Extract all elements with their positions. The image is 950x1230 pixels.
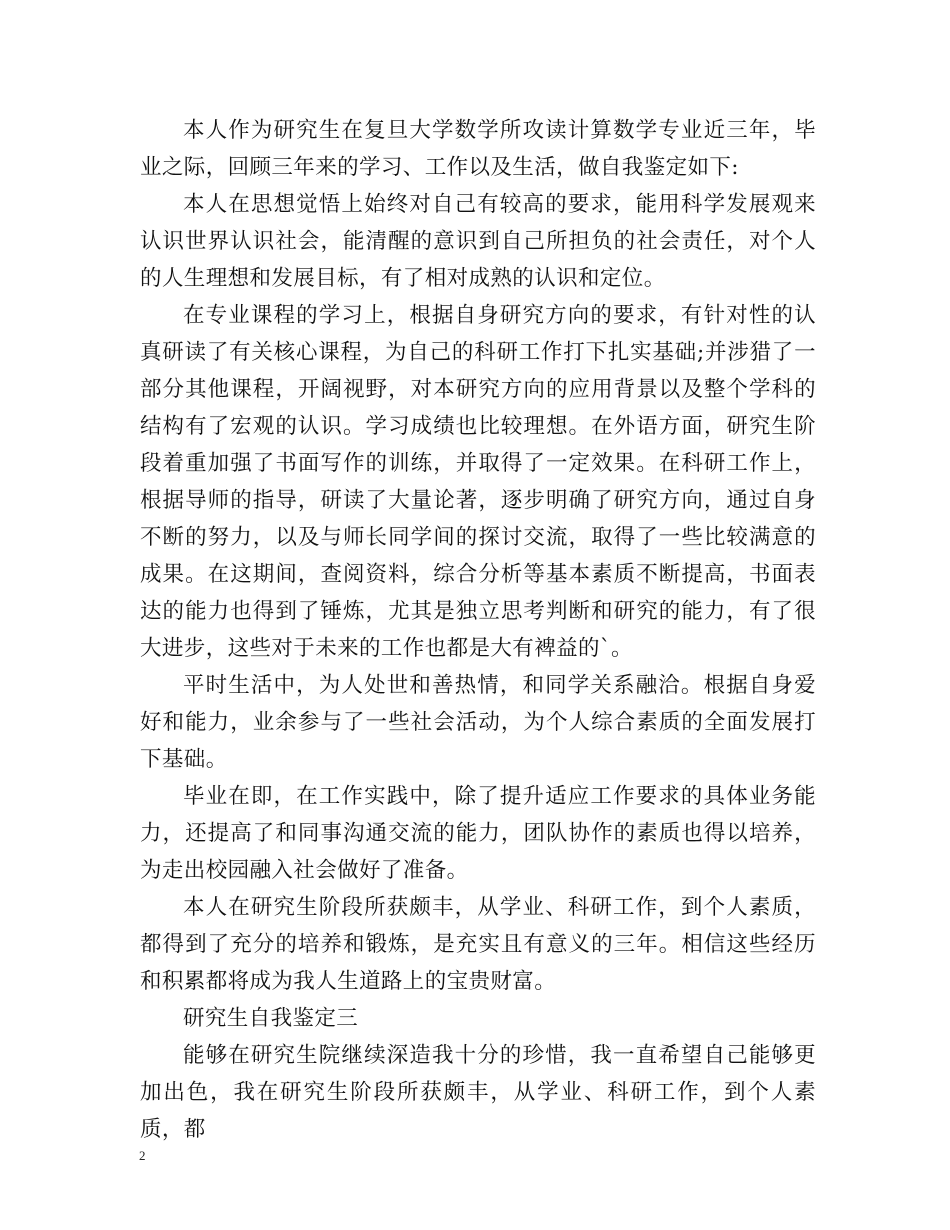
paragraph-study-research: 在专业课程的学习上，根据自身研究方向的要求，有针对性的认真研读了有关核心课程，为自己的科研工作打下扎实基础;并涉猎了一部分其他课程，开阔视野，对本研究方向的应用背景以及整个学科的结构有了宏观的认识。学习成绩也比较理想。在外语方面，研究生阶段着重加强了书面写作的训练，并取得了一定效果。在科研工作上，根据导师的指导，研读了大量论著，逐步明确了研究方向，通过自身不断的努力，以及与师长同学间的探讨交流，取得了一些比较满意的成果。在这期间，查阅资料，综合分析等基本素质不断提高，书面表达的能力也得到了锤炼，尤其是独立思考判断和研究的能力，有了很大进步，这些对于未来的工作也都是大有裨益的`。 — [140, 303, 816, 661]
section-heading: 研究生自我鉴定三 — [183, 1006, 359, 1031]
document-body — [140, 112, 816, 1148]
paragraph-summary: 本人在研究生阶段所获颇丰，从学业、科研工作，到个人素质，都得到了充分的培养和锻炼，是充实且有意义的三年。相信这些经历和积累都将成为我人生道路上的宝贵财富。 — [140, 895, 816, 994]
page-number: 2 — [139, 1148, 146, 1163]
paragraph-daily-life: 平时生活中，为人处世和善热情，和同学关系融洽。根据自身爱好和能力，业余参与了一些社会活动，为个人综合素质的全面发展打下基础。 — [140, 673, 816, 772]
paragraph-intro: 本人作为研究生在复旦大学数学所攻读计算数学专业近三年，毕业之际，回顾三年来的学习、工作以及生活，做自我鉴定如下: — [140, 118, 816, 180]
paragraph-graduation: 毕业在即，在工作实践中，除了提升适应工作要求的具体业务能力，还提高了和同事沟通交流的能力，团队协作的素质也得以培养，为走出校园融入社会做好了准备。 — [140, 784, 816, 883]
paragraph-ideology: 本人在思想觉悟上始终对自己有较高的要求，能用科学发展观来认识世界认识社会，能清醒的意识到自己所担负的社会责任，对个人的人生理想和发展目标，有了相对成熟的认识和定位。 — [140, 192, 816, 291]
paragraph-final: 能够在研究生院继续深造我十分的珍惜，我一直希望自己能够更加出色，我在研究生阶段所获颇丰，从学业、科研工作，到个人素质，都 — [140, 1043, 816, 1142]
